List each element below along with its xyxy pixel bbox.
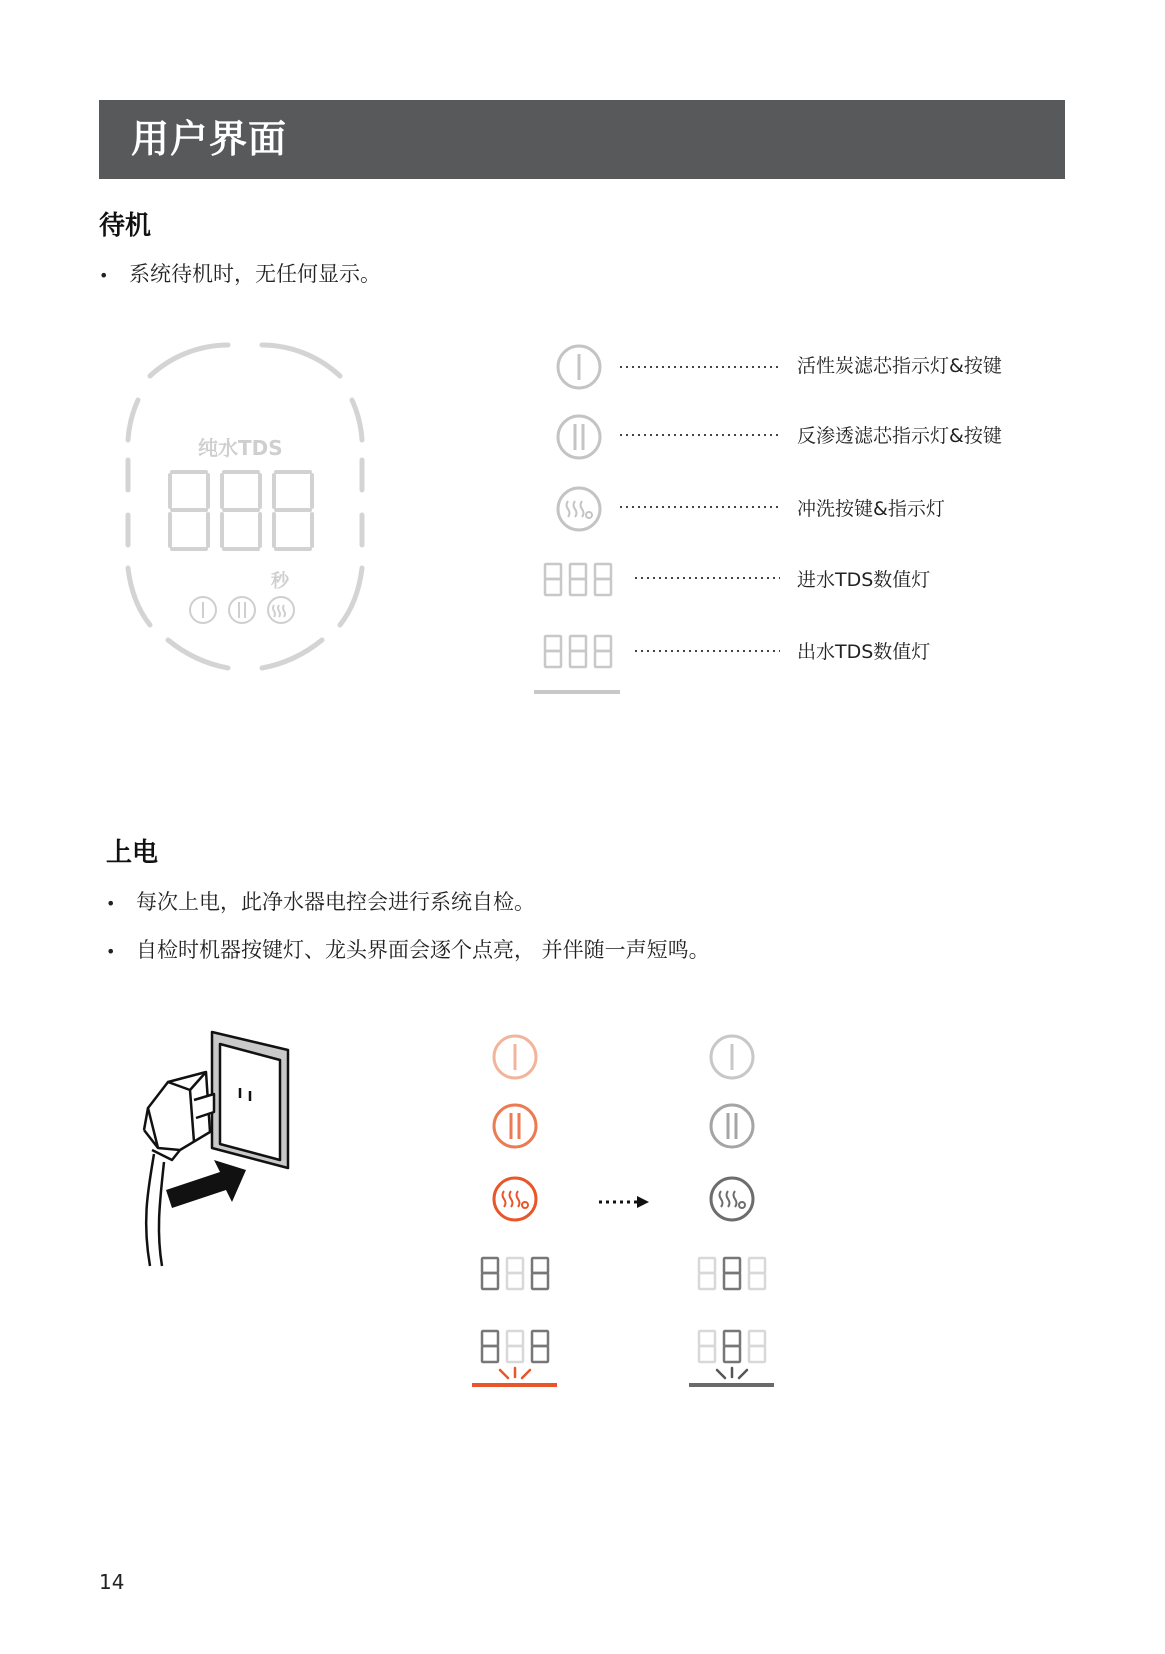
tds-label: 纯水TDS: [198, 436, 283, 460]
power-on-left-single-bar-icon: [491, 1033, 539, 1081]
section-title: 用户界面: [131, 117, 288, 161]
plug-socket-illustration: [128, 1030, 298, 1270]
digit-8: [274, 472, 312, 549]
legend-underline: [534, 690, 620, 694]
power-on-left-outlet-digits: [480, 1329, 550, 1365]
legend-label-outlet-tds: 出水TDS数值灯: [797, 641, 931, 663]
power-on-bullet: [106, 887, 535, 919]
power-on-right-outlet-digits: [697, 1329, 767, 1365]
legend-outlet-digits-icon: [543, 634, 613, 670]
page-number: 14: [99, 1570, 125, 1594]
power-on-left-inlet-digits: [480, 1256, 550, 1292]
sequence-arrow-icon: [597, 1195, 651, 1209]
bullet-dot: •: [106, 942, 116, 961]
bullet-dot: •: [99, 266, 109, 285]
power-on-right-glow-bar: [687, 1366, 777, 1390]
standby-bullet-text: 系统待机时，无任何显示。: [129, 262, 381, 286]
legend-flush-icon: [555, 485, 603, 533]
power-on-bullet-text: 每次上电，此净水器电控会进行系统自检。: [136, 890, 535, 914]
standby-bullet: [99, 259, 381, 291]
power-on-bullet: [106, 935, 710, 967]
standby-heading: 待机: [99, 211, 152, 241]
section-header-bar: [99, 100, 1065, 179]
legend-leaders: [615, 360, 785, 660]
power-on-left-glow-bar: [470, 1366, 560, 1390]
power-on-right-inlet-digits: [697, 1256, 767, 1292]
power-on-left-flush-icon: [491, 1175, 539, 1223]
flush-icon: [268, 597, 294, 623]
legend-label-flush: 冲洗按键&指示灯: [797, 498, 945, 520]
legend-inlet-digits-icon: [543, 562, 613, 598]
seconds-label: 秒: [271, 571, 289, 592]
power-on-right-single-bar-icon: [708, 1033, 756, 1081]
legend-label-inlet-tds: 进水TDS数值灯: [797, 569, 931, 591]
legend-single-bar-icon: [555, 343, 603, 391]
panel-buttons: [188, 594, 298, 626]
legend-label-ro-filter: 反渗透滤芯指示灯&按键: [797, 425, 1002, 447]
legend-label-carbon-filter: 活性炭滤芯指示灯&按键: [797, 355, 1002, 377]
double-bar-icon: [229, 597, 255, 623]
digit-8: [222, 472, 260, 549]
digit-8: [170, 472, 208, 549]
power-on-right-flush-icon: [708, 1175, 756, 1223]
power-on-bullet-text: 自检时机器按键灯、龙头界面会逐个点亮， 并伴随一声短鸣。: [136, 938, 710, 962]
power-on-left-double-bar-icon: [491, 1102, 539, 1150]
power-on-right-double-bar-icon: [708, 1102, 756, 1150]
power-on-heading: 上电: [106, 838, 159, 868]
legend-double-bar-icon: [555, 413, 603, 461]
bullet-dot: •: [106, 894, 116, 913]
standby-big-digits: [168, 470, 318, 552]
